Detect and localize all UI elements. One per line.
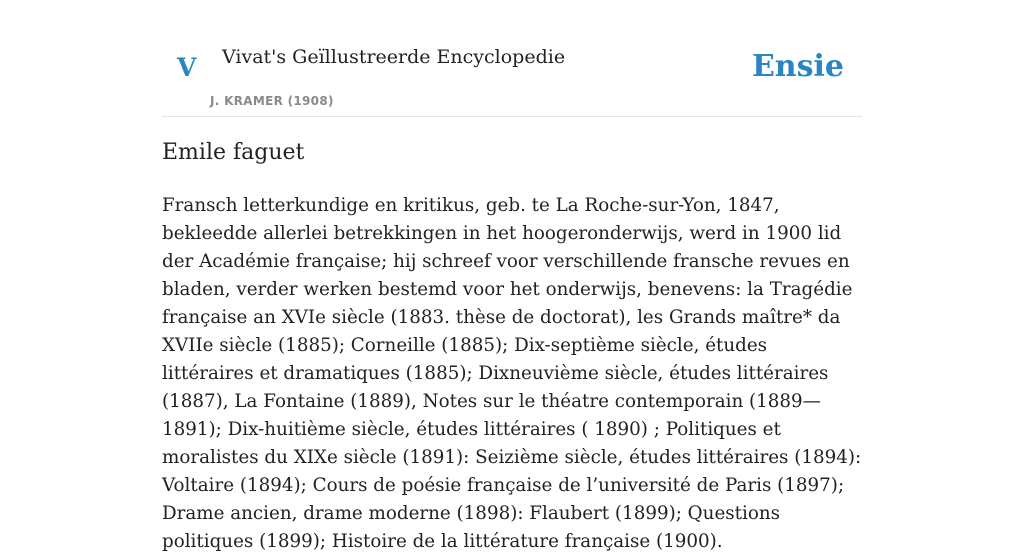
- book-logo[interactable]: V: [177, 53, 197, 82]
- entry-body: Fransch letterkundige en kritikus, geb. te La Roche-sur-Yon, 1847, bekleedde allerlei betrekkingen in het hoogeronderwijs, werd in 1900 lid der Académie française; hij schreef voor verschillende fransche revues en bladen, verder werken bestemd voor het onderwijs, benevens: la Tragédie française an XVIe siècle (1883. thèse de doctorat), les Grands maître* da XVIIe siècle (1885); Corneille (1885); Dix-septième siècle, études littéraires et dramatiques (1885); Dixneuvième siècle, études littéraires (1887), La Fontaine (1889), Notes sur le théatre contemporain (1889—1891); Dix-huitième siècle, études littéraires ( 1890) ; Politiques et moralistes du XIXe siècle (1891): Seizième siècle, études littéraires (1894): Voltaire (1894); Cours de poésie française de l’université de Paris (1897); Drame ancien, drame moderne (1898): Flaubert (1899); Questions politiques (1899); Histoire de la littérature française (1900).: [162, 195, 862, 552]
- book-author: J. KRAMER (1908): [210, 94, 334, 108]
- ensie-logo-link[interactable]: Ensie: [751, 49, 844, 84]
- book-title[interactable]: Vivat's Geïllustreerde Encyclopedie: [222, 46, 566, 68]
- entry-title: Emile faguet: [162, 140, 305, 165]
- book-header: [162, 0, 862, 117]
